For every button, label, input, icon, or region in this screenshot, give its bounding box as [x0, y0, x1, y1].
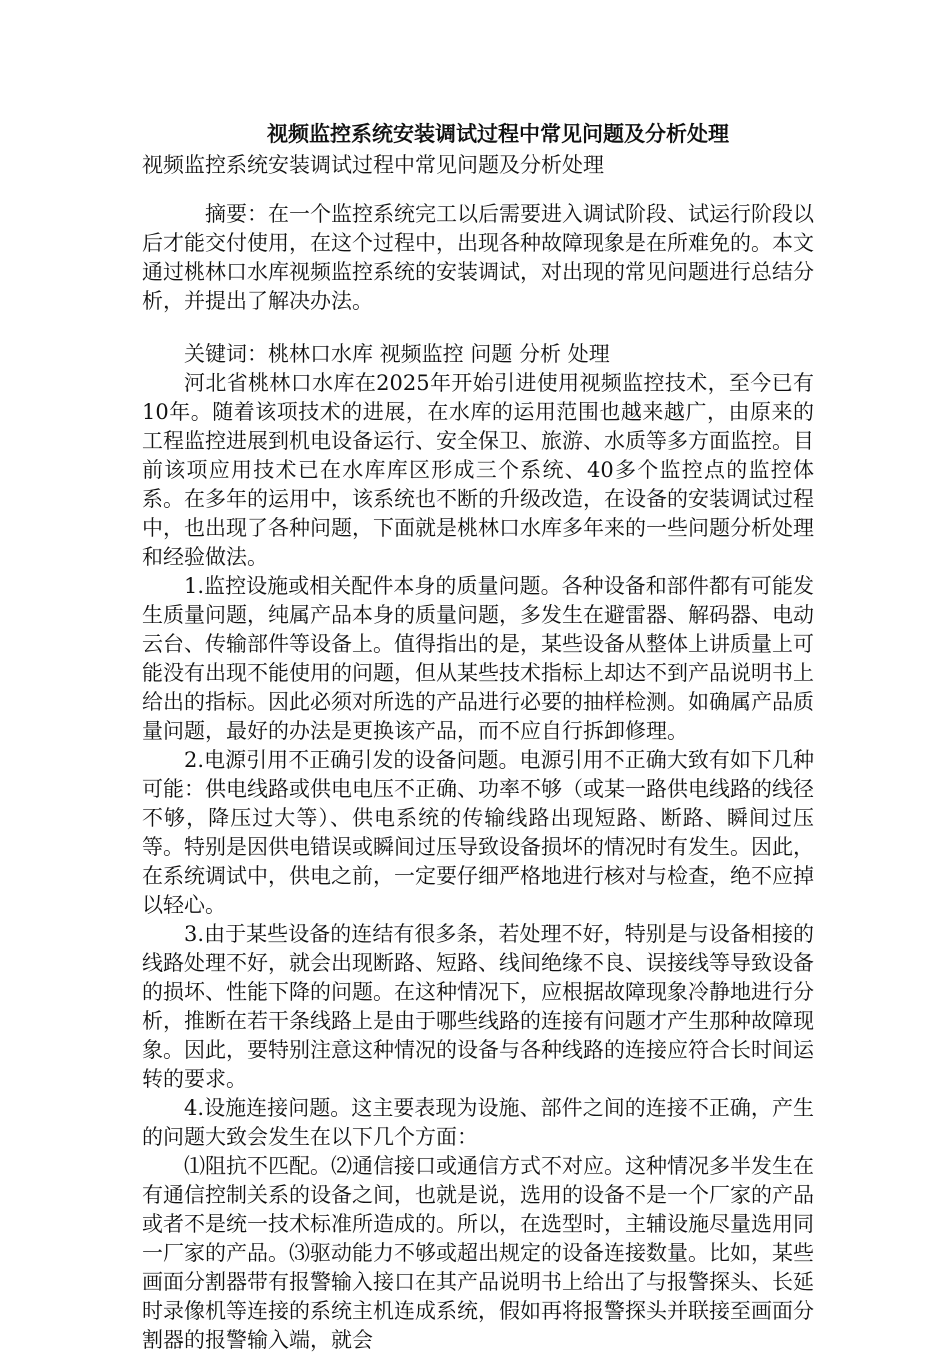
abstract-paragraph: 摘要：在一个监控系统完工以后需要进入调试阶段、试运行阶段以后才能交付使用，在这个过程中，出现各种故障现象是在所难免的。本文通过桃林口水库视频监控系统的安装调试，对出现的常见问题进行总结分析，并提出了解决办法。: [142, 202, 814, 313]
keywords-line: 关键词：桃林口水库 视频监控 问题 分析 处理: [184, 342, 610, 366]
body-paragraph-2: 2.电源引用不正确引发的设备问题。电源引用不正确大致有如下几种可能：供电线路或供电电压不正确、功率不够（或某一路供电线路的线径不够，降压过大等）、供电系统的传输线路出现短路、断路、瞬间过压等。特别是因供电错误或瞬间过压导致设备损坏的情况时有发生。因此，在系统调试中，供电之前，一定要仔细严格地进行核对与检查，绝不应掉以轻心。: [142, 748, 814, 917]
document-subtitle: 视频监控系统安装调试过程中常见问题及分析处理: [142, 153, 604, 177]
document-page: [142, 118, 814, 1355]
body-paragraph-1: 1.监控设施或相关配件本身的质量问题。各种设备和部件都有可能发生质量问题，纯属产品本身的质量问题，多发生在避雷器、解码器、电动云台、传输部件等设备上。值得指出的是，某些设备从整体上讲质量上可能没有出现不能使用的问题，但从某些技术指标上却达不到产品说明书上给出的指标。因此必须对所选的产品进行必要的抽样检测。如确属产品质量问题，最好的办法是更换该产品，而不应自行拆卸修理。: [142, 574, 814, 743]
body-paragraph-4-details: ⑴阻抗不匹配。⑵通信接口或通信方式不对应。这种情况多半发生在有通信控制关系的设备之间，也就是说，选用的设备不是一个厂家的产品或者不是统一技术标准所造成的。所以，在选型时，主辅设施尽量选用同一厂家的产品。⑶驱动能力不够或超出规定的设备连接数量。比如，某些画面分割器带有报警输入接口在其产品说明书上给出了与报警探头、长延时录像机等连接的系统主机连成系统，假如再将报警探头并联接至画面分割器的报警输入端，就会: [142, 1154, 814, 1352]
body-paragraph-intro: 河北省桃林口水库在2025年开始引进使用视频监控技术，至今已有10年。随着该项技术的进展，在水库的运用范围也越来越广，由原来的工程监控进展到机电设备运行、安全保卫、旅游、水质等多方面监控。目前该项应用技术已在水库库区形成三个系统、40多个监控点的监控体系。在多年的运用中，该系统也不断的升级改造，在设备的安装调试过程中，也出现了各种问题，下面就是桃林口水库多年来的一些问题分析处理和经验做法。: [142, 371, 814, 569]
body-paragraph-3: 3.由于某些设备的连结有很多条，若处理不好，特别是与设备相接的线路处理不好，就会出现断路、短路、线间绝缘不良、误接线等导致设备的损坏、性能下降的问题。在这种情况下，应根据故障现象冷静地进行分析，推断在若干条线路上是由于哪些线路的连接有问题才产生那种故障现象。因此，要特别注意这种情况的设备与各种线路的连接应符合长时间运转的要求。: [142, 922, 814, 1091]
body-paragraph-4: 4.设施连接问题。这主要表现为设施、部件之间的连接不正确，产生的问题大致会发生在以下几个方面：: [142, 1096, 814, 1149]
document-title: 视频监控系统安装调试过程中常见问题及分析处理: [267, 121, 729, 146]
